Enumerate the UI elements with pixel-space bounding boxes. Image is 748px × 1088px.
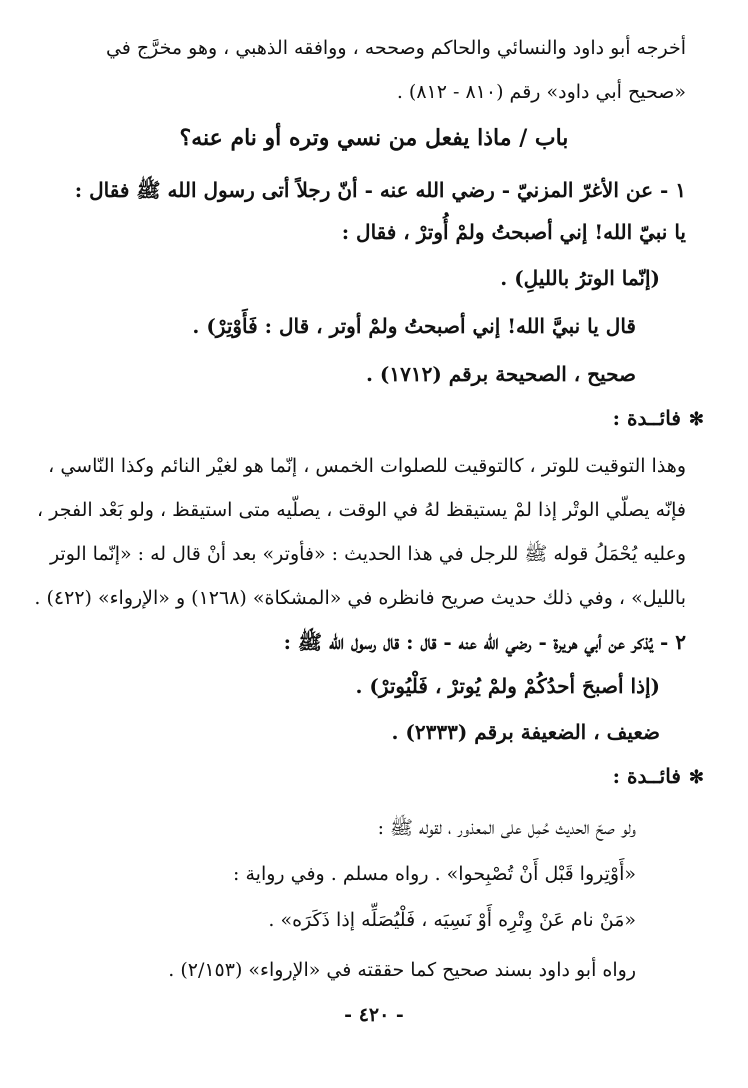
benefit-heading: ✻فائــدة : <box>40 398 704 440</box>
paragraph-line: ولو صحّ الحديث حُمِل على المعذور ، لقوله ﷺ : <box>377 817 636 839</box>
hadith-1-grade: صحيح ، الصحيحة برقم (١٧١٢) . <box>365 362 636 386</box>
paragraph-line: رواه أبو داود بسند صحيح كما حققته في «الإرواء» (٢/١٥٣) . <box>168 959 636 981</box>
star-icon: ✻ <box>688 409 704 430</box>
benefit-heading: ✻فائــدة : <box>40 756 704 798</box>
chapter-title: باب / ماذا يفعل من نسي وتره أو نام عنه؟ <box>179 125 569 151</box>
star-icon: ✻ <box>688 767 704 788</box>
hadith-2-intro: ٢ - يُذكر عن أبي هريرة - رضي الله عنه - قال : قال رسول الله ﷺ : <box>283 630 686 654</box>
hadith-2-text: (إذا أصبحَ أحدُكُمْ ولمْ يُوترْ ، فَلْيُوترْ) . <box>355 674 660 698</box>
hadith-1-intro: ١ - عن الأغرّ المزنيّ - رضي الله عنه - أنّ رجلاً أتى رسول الله ﷺ فقال : <box>74 178 686 202</box>
paragraph-line: «أَوْتِروا قَبْل أَنْ تُصْبِحوا» . رواه مسلم . وفي رواية : <box>233 863 636 885</box>
paragraph-line: وهذا التوقيت للوتر ، كالتوقيت للصلوات الخمس ، إنّما هو لغيْر النائم وكذا النّاسي ، <box>48 455 686 477</box>
paragraph-line: بالليل» ، وفي ذلك حديث صريح فانظره في «المشكاة» (١٢٦٨) و «الإرواء» (٤٢٢) . <box>34 587 686 609</box>
paragraph-line: «مَنْ نام عَنْ وِتْرِه أَوْ نَسِيَه ، فَلْيُصَلِّه إذا ذَكَرَه» . <box>268 909 636 931</box>
text-line: «صحيح أبي داود» رقم (٨١٠ - ٨١٢) . <box>396 81 686 103</box>
hadith-1-answer: (إنّما الوترُ بالليلِ) . <box>500 266 660 290</box>
hadith-1-text: يا نبيّ الله! إني أصبحتُ ولمْ أُوترْ ، فقال : <box>341 220 686 244</box>
hadith-1-text: قال يا نبيَّ الله! إني أصبحتُ ولمْ أوتر ، قال : فَأَوْتِرْ) . <box>192 314 636 338</box>
paragraph-line: وعليه يُحْمَلُ قوله ﷺ للرجل في هذا الحديث : «فأوتر» بعد أنْ قال له : «إنّما الوتر <box>49 543 686 565</box>
page-number: - ٤٢٠ - <box>344 1004 404 1026</box>
hadith-2-grade: ضعيف ، الضعيفة برقم (٢٣٣٣) . <box>391 720 660 744</box>
paragraph-line: فإنّه يصلّي الوتْر إذا لمْ يستيقظ لهُ في الوقت ، يصلّيه متى استيقظ ، ولو بَعْد الفجر ، <box>37 499 686 521</box>
text-line: أخرجه أبو داود والنسائي والحاكم وصححه ، ووافقه الذهبي ، وهو مخرَّج في <box>105 37 686 59</box>
